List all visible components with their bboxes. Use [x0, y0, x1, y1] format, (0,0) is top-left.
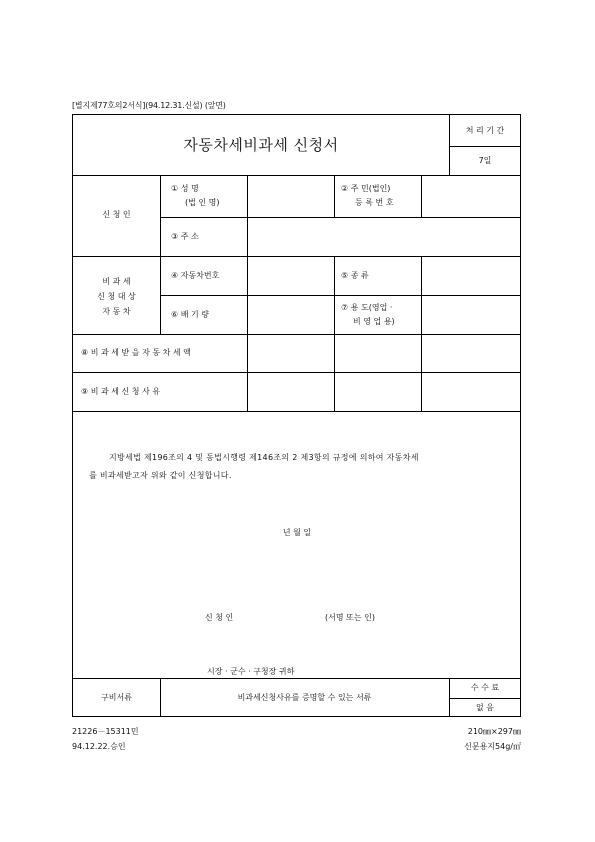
statement-line-1: 지방세법 제196조의 4 및 동법시행령 제146조의 2 제3항의 규정에 의하여 자동차세 — [109, 453, 419, 462]
exempt-amount-label: ⑧ 비 과 세 받 을 자 동 차 세 액 — [81, 348, 191, 357]
processing-period-value: 7일 — [478, 156, 492, 165]
exempt-reason-label: ⑨ 비 과 세 신 청 사 유 — [81, 387, 161, 396]
statement-line-2: 를 비과세받고자 위와 같이 신청합니다. — [89, 471, 232, 480]
applicant-sign-label: 신 청 인 — [205, 613, 234, 622]
signature-note: (서명 또는 인) — [325, 613, 375, 622]
documents-label: 구비서류 — [101, 693, 132, 702]
paper-size: 210㎜×297㎜ — [467, 727, 521, 736]
form-reference: [별지제77호의2서식](94.12.31.신설) (앞면) — [72, 101, 226, 110]
date-line: 년 월 일 — [282, 528, 312, 537]
fee-value: 없 음 — [476, 703, 494, 712]
approval-date: 94.12.22.승인 — [72, 742, 126, 751]
processing-period-label: 처 리 기 간 — [465, 126, 505, 135]
corporate-name-label: (법 인 명) — [185, 198, 220, 207]
registration-number-label-2: 등 록 번 호 — [355, 198, 394, 207]
form-title: 자동차세비과세 신청서 — [183, 136, 339, 154]
form-code: 21226－15311민 — [72, 727, 139, 736]
vehicle-type-label: ⑤ 종 류 — [341, 271, 369, 280]
vehicle-number-label: ④ 자동차번호 — [171, 271, 220, 280]
documents-value: 비과세신청사유를 증명할 수 있는 서류 — [237, 693, 372, 702]
vehicle-section-label-3: 자 동 차 — [102, 307, 131, 316]
name-label: ① 성 명 — [171, 184, 199, 193]
vehicle-section-label-1: 비 과 세 — [102, 277, 131, 286]
registration-number-label: ② 주 민(법인) — [341, 184, 391, 193]
vehicle-section-label-2: 신 청 대 상 — [97, 292, 136, 301]
address-label: ③ 주 소 — [171, 232, 199, 241]
usage-label-2: 비 영 업 용) — [353, 317, 395, 326]
addressee: 시장 · 군수 · 구청장 귀하 — [207, 667, 295, 676]
fee-label: 수 수 료 — [470, 683, 500, 692]
displacement-label: ⑥ 배 기 량 — [171, 310, 209, 319]
paper-type: 신문용지54g/㎡ — [464, 742, 521, 751]
usage-label: ⑦ 용 도(영업 · — [341, 303, 393, 312]
applicant-section-label: 신 청 인 — [102, 210, 131, 219]
application-form — [72, 114, 521, 717]
